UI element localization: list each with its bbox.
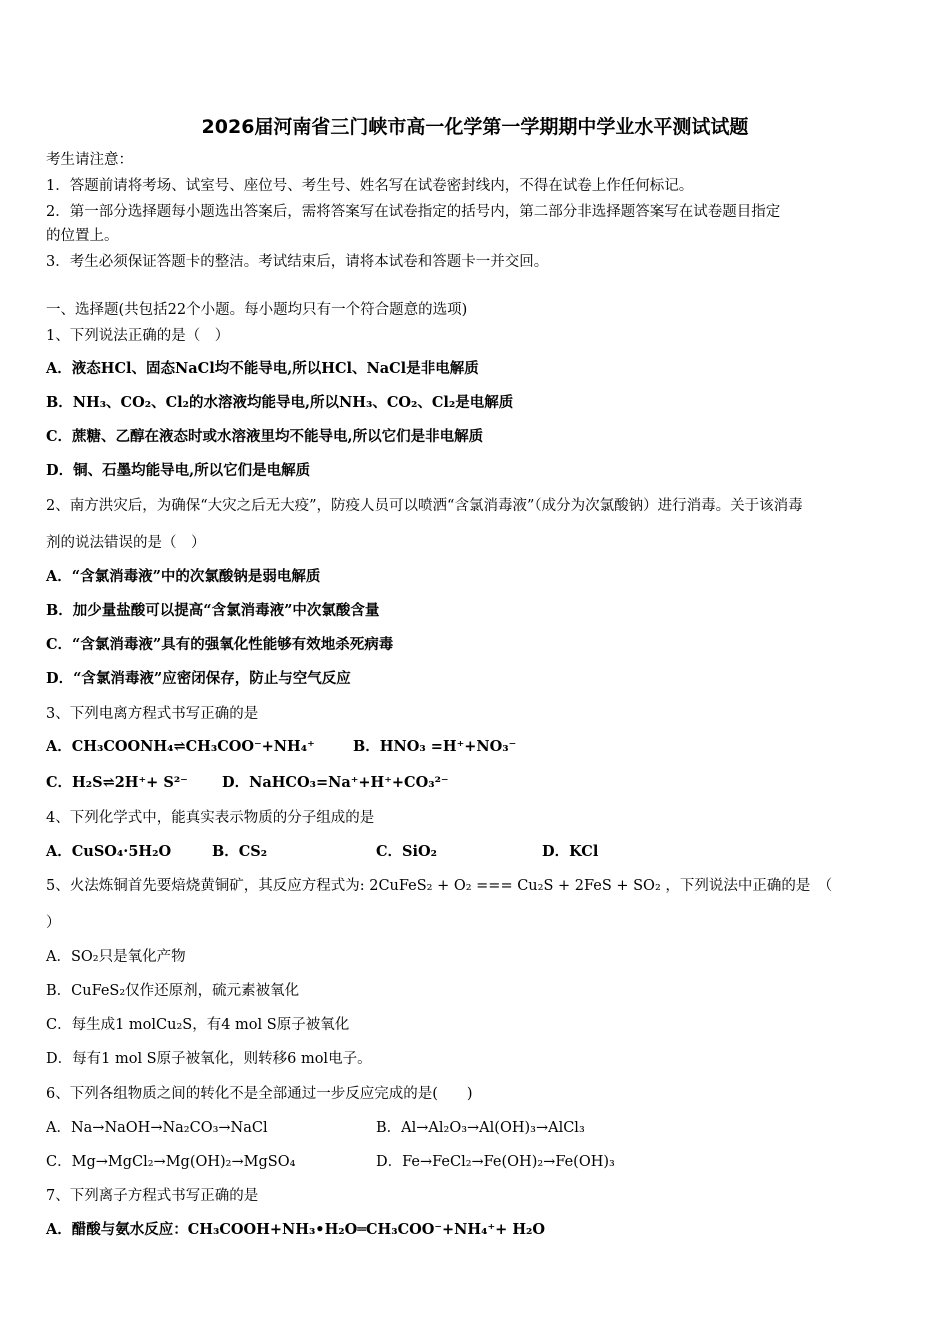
question-2-option-b: B．加少量盐酸可以提高“含氯消毒液”中次氯酸含量 (46, 602, 380, 619)
question-3-option-c: C．H₂S⇌2H⁺+ S²⁻ (46, 774, 188, 791)
question-3-option-d: D．NaHCO₃=Na⁺+H⁺+CO₃²⁻ (222, 774, 449, 791)
question-6-option-a: A．Na→NaOH→Na₂CO₃→NaCl (46, 1120, 268, 1136)
question-5-option-b: B．CuFeS₂仅作还原剂，硫元素被氧化 (46, 983, 300, 999)
question-2-stem-line-1: 2、南方洪灾后，为确保“大灾之后无大疫”，防疫人员可以喷洒“含氯消毒液”（成分为次氯酸钠）进行消毒。关于该消毒 (46, 498, 803, 514)
question-3-option-a: A．CH₃COONH₄⇌CH₃COO⁻+NH₄⁺ (46, 738, 315, 755)
notice-item-2: 2．第一部分选择题每小题选出答案后，需将答案写在试卷指定的括号内，第二部分非选择题答案写在试卷题目指定 (46, 204, 781, 220)
question-4-stem: 4、下列化学式中，能真实表示物质的分子组成的是 (46, 810, 375, 826)
question-6-option-b: B．Al→Al₂O₃→Al(OH)₃→AlCl₃ (376, 1120, 585, 1136)
question-5-option-c: C．每生成1 molCu₂S，有4 mol S原子被氧化 (46, 1017, 350, 1033)
question-3-stem: 3、下列电离方程式书写正确的是 (46, 706, 259, 722)
question-4-option-a: A．CuSO₄·5H₂O (46, 843, 172, 860)
question-4-option-d: D．KCl (542, 843, 599, 860)
question-1-option-c: C．蔗糖、乙醇在液态时或水溶液里均不能导电,所以它们是非电解质 (46, 428, 484, 445)
question-1-stem: 1、下列说法正确的是（ ） (46, 328, 230, 344)
notice-item-1: 1．答题前请将考场、试室号、座位号、考生号、姓名写在试卷密封线内，不得在试卷上作任何标记。 (46, 178, 694, 194)
question-6-stem: 6、下列各组物质之间的转化不是全部通过一步反应完成的是( ) (46, 1086, 473, 1102)
question-2-option-c: C．“含氯消毒液”具有的强氧化性能够有效地杀死病毒 (46, 636, 394, 653)
notice-item-3: 3．考生必须保证答题卡的整洁。考试结束后，请将本试卷和答题卡一并交回。 (46, 254, 549, 270)
question-7-stem: 7、下列离子方程式书写正确的是 (46, 1188, 259, 1204)
question-2-stem-line-2: 剂的说法错误的是（ ） (46, 535, 206, 551)
question-7-option-a: A．醋酸与氨水反应：CH₃COOH+NH₃•H₂O═CH₃COO⁻+NH₄⁺+ H₂O (46, 1221, 546, 1238)
notice-item-2-cont: 的位置上。 (46, 228, 119, 244)
question-3-option-b: B．HNO₃ =H⁺+NO₃⁻ (353, 738, 517, 755)
question-5-option-d: D．每有1 mol S原子被氧化，则转移6 mol电子。 (46, 1051, 372, 1067)
question-2-option-d: D．“含氯消毒液”应密闭保存，防止与空气反应 (46, 670, 351, 687)
question-1-option-b: B．NH₃、CO₂、Cl₂的水溶液均能导电,所以NH₃、CO₂、Cl₂是电解质 (46, 394, 514, 411)
question-4-option-c: C．SiO₂ (376, 843, 438, 860)
question-5-stem-line-2: ） (46, 915, 61, 931)
notice-heading: 考生请注意： (46, 152, 133, 168)
question-6-option-c: C．Mg→MgCl₂→Mg(OH)₂→MgSO₄ (46, 1154, 296, 1170)
question-2-option-a: A．“含氯消毒液”中的次氯酸钠是弱电解质 (46, 568, 321, 585)
question-4-option-b: B．CS₂ (212, 843, 268, 860)
question-5-stem-line-1: 5、火法炼铜首先要焙烧黄铜矿，其反应方程式为: 2CuFeS₂ + O₂ === Cu₂S + 2FeS + SO₂ ，下列说法中正确的是 （ (46, 878, 833, 894)
question-1-option-a: A．液态HCl、固态NaCl均不能导电,所以HCl、NaCl是非电解质 (46, 360, 479, 377)
section-heading: 一、选择题(共包括22个小题。每小题均只有一个符合题意的选项) (46, 302, 468, 318)
question-1-option-d: D．铜、石墨均能导电,所以它们是电解质 (46, 462, 311, 479)
question-6-option-d: D．Fe→FeCl₂→Fe(OH)₂→Fe(OH)₃ (376, 1154, 615, 1170)
page-title: 2026届河南省三门峡市高一化学第一学期期中学业水平测试试题 (201, 116, 749, 138)
question-5-option-a: A．SO₂只是氧化产物 (46, 949, 186, 965)
